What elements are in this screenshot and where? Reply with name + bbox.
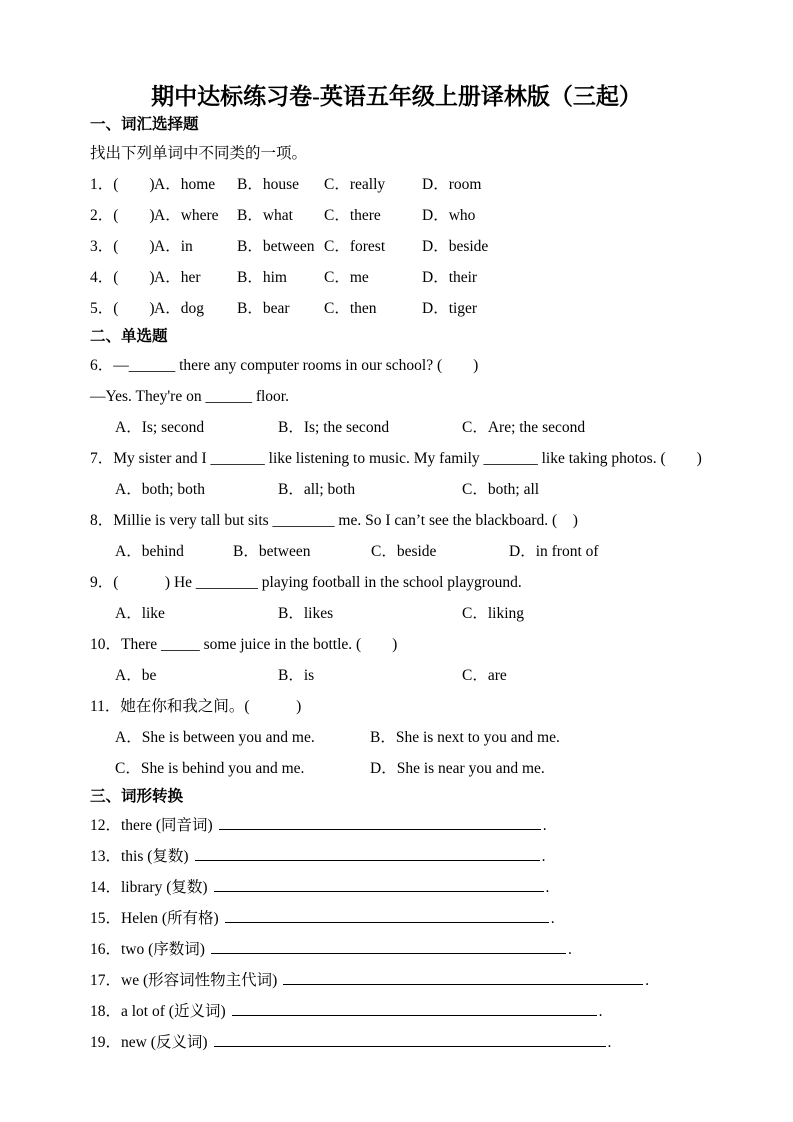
question-8-option-b: B．between (233, 543, 311, 560)
question-5-option-c: C．then (324, 300, 377, 317)
question-3-prefix: 3．( ) (90, 238, 155, 255)
transform-row-14 (90, 872, 738, 903)
question-4-option-c: C．me (324, 269, 369, 286)
question-4-option-d: D．their (422, 269, 478, 286)
question-7-option-a: A．both; both (115, 481, 205, 498)
transform-row-19 (90, 1027, 738, 1058)
question-6-stem-line-1: 6．—______ there any computer rooms in our school? ( ) (90, 357, 479, 374)
question-6-option-c: C．Are; the second (462, 419, 586, 436)
answer-blank-line (232, 1012, 597, 1016)
section-1-instruction: 找出下列单词中不同类的一项。 (90, 145, 308, 162)
question-2-option-c: C．there (324, 207, 381, 224)
question-5-option-a: A．dog (154, 300, 204, 317)
transform-14-label: 14．library (复数) (90, 879, 208, 896)
question-9-stem: 9．( ) He ________ playing football in the school playground. (90, 574, 522, 591)
answer-blank-line (219, 826, 541, 830)
question-11-option-d: D．She is near you and me. (370, 760, 545, 777)
transform-19-label: 19．new (反义词) (90, 1034, 208, 1051)
question-9-option-c: C．liking (462, 605, 525, 622)
question-3-option-c: C．forest (324, 238, 386, 255)
blank-end-period: . (607, 1034, 612, 1051)
answer-blank-line (225, 919, 549, 923)
question-8-option-a: A．behind (115, 543, 184, 560)
transform-row-13 (90, 841, 738, 872)
transform-row-18 (90, 996, 738, 1027)
answer-blank-line (211, 950, 566, 954)
answer-blank-line (195, 857, 540, 861)
question-11-stem: 11．她在你和我之间。( ) (90, 698, 302, 715)
question-1-option-a: A．home (154, 176, 216, 193)
question-10-option-b: B．is (278, 667, 315, 684)
question-4-option-a: A．her (154, 269, 201, 286)
question-10-option-c: C．are (462, 667, 507, 684)
question-5-option-b: B．bear (237, 300, 290, 317)
question-3-option-d: D．beside (422, 238, 489, 255)
question-7-options (90, 474, 738, 505)
section-1-heading: 一、词汇选择题 (90, 116, 199, 133)
answer-blank-line (283, 981, 643, 985)
question-10-stem: 10．There _____ some juice in the bottle. ( ) (90, 636, 398, 653)
question-row-2 (90, 200, 738, 231)
question-7-option-b: B．all; both (278, 481, 356, 498)
question-11-option-b: B．She is next to you and me. (370, 729, 560, 746)
transform-18-label: 18．a lot of (近义词) (90, 1003, 226, 1020)
question-5-prefix: 5．( ) (90, 300, 155, 317)
question-11-option-c: C．She is behind you and me. (115, 760, 305, 777)
question-2-option-d: D．who (422, 207, 476, 224)
transform-13-label: 13．this (复数) (90, 848, 189, 865)
transform-15-label: 15．Helen (所有格) (90, 910, 219, 927)
blank-end-period: . (545, 879, 550, 896)
question-8-options (90, 536, 738, 567)
question-6-options (90, 412, 738, 443)
question-8-option-c: C．beside (371, 543, 437, 560)
transform-row-12 (90, 810, 738, 841)
question-4-option-b: B．him (237, 269, 287, 286)
question-8-stem: 8．Millie is very tall but sits ________ me. So I can’t see the blackboard. ( ) (90, 512, 578, 529)
question-6-option-b: B．Is; the second (278, 419, 390, 436)
answer-blank-line (214, 888, 544, 892)
transform-row-16 (90, 934, 738, 965)
question-row-4 (90, 262, 738, 293)
question-6-option-a: A．Is; second (115, 419, 205, 436)
question-10-option-a: A．be (115, 667, 157, 684)
question-4-prefix: 4．( ) (90, 269, 155, 286)
question-7-option-c: C．both; all (462, 481, 540, 498)
question-11-options-row-2 (90, 753, 738, 784)
question-2-option-a: A．where (154, 207, 219, 224)
blank-end-period: . (598, 1003, 603, 1020)
blank-end-period: . (541, 848, 546, 865)
question-1-option-b: B．house (237, 176, 300, 193)
question-11-options-row-1 (90, 722, 738, 753)
transform-17-label: 17．we (形容词性物主代词) (90, 972, 278, 989)
question-1-prefix: 1．( ) (90, 176, 155, 193)
question-10-options (90, 660, 738, 691)
question-row-1 (90, 169, 738, 200)
question-3-option-a: A．in (154, 238, 193, 255)
question-9-options (90, 598, 738, 629)
answer-blank-line (214, 1043, 606, 1047)
question-5-option-d: D．tiger (422, 300, 478, 317)
transform-16-label: 16．two (序数词) (90, 941, 205, 958)
blank-end-period: . (567, 941, 572, 958)
question-1-option-c: C．really (324, 176, 386, 193)
question-6-stem-line-2: —Yes. They're on ______ floor. (90, 388, 289, 405)
question-9-option-b: B．likes (278, 605, 334, 622)
question-2-option-b: B．what (237, 207, 293, 224)
question-2-prefix: 2．( ) (90, 207, 155, 224)
blank-end-period: . (550, 910, 555, 927)
question-row-5 (90, 293, 738, 324)
question-11-option-a: A．She is between you and me. (115, 729, 315, 746)
section-2-heading: 二、单选题 (90, 328, 168, 345)
question-7-stem: 7．My sister and I _______ like listening to music. My family _______ like taking photos. ( ) (90, 450, 702, 467)
question-9-option-a: A．like (115, 605, 165, 622)
section-3-heading: 三、词形转换 (90, 788, 184, 805)
blank-end-period: . (542, 817, 547, 834)
question-row-3 (90, 231, 738, 262)
question-1-option-d: D．room (422, 176, 482, 193)
transform-12-label: 12．there (同音词) (90, 817, 213, 834)
question-3-option-b: B．between (237, 238, 315, 255)
page-title: 期中达标练习卷-英语五年级上册译林版（三起） (151, 84, 642, 109)
transform-row-15 (90, 903, 738, 934)
transform-row-17 (90, 965, 738, 996)
blank-end-period: . (645, 972, 650, 989)
question-8-option-d: D．in front of (509, 543, 599, 560)
